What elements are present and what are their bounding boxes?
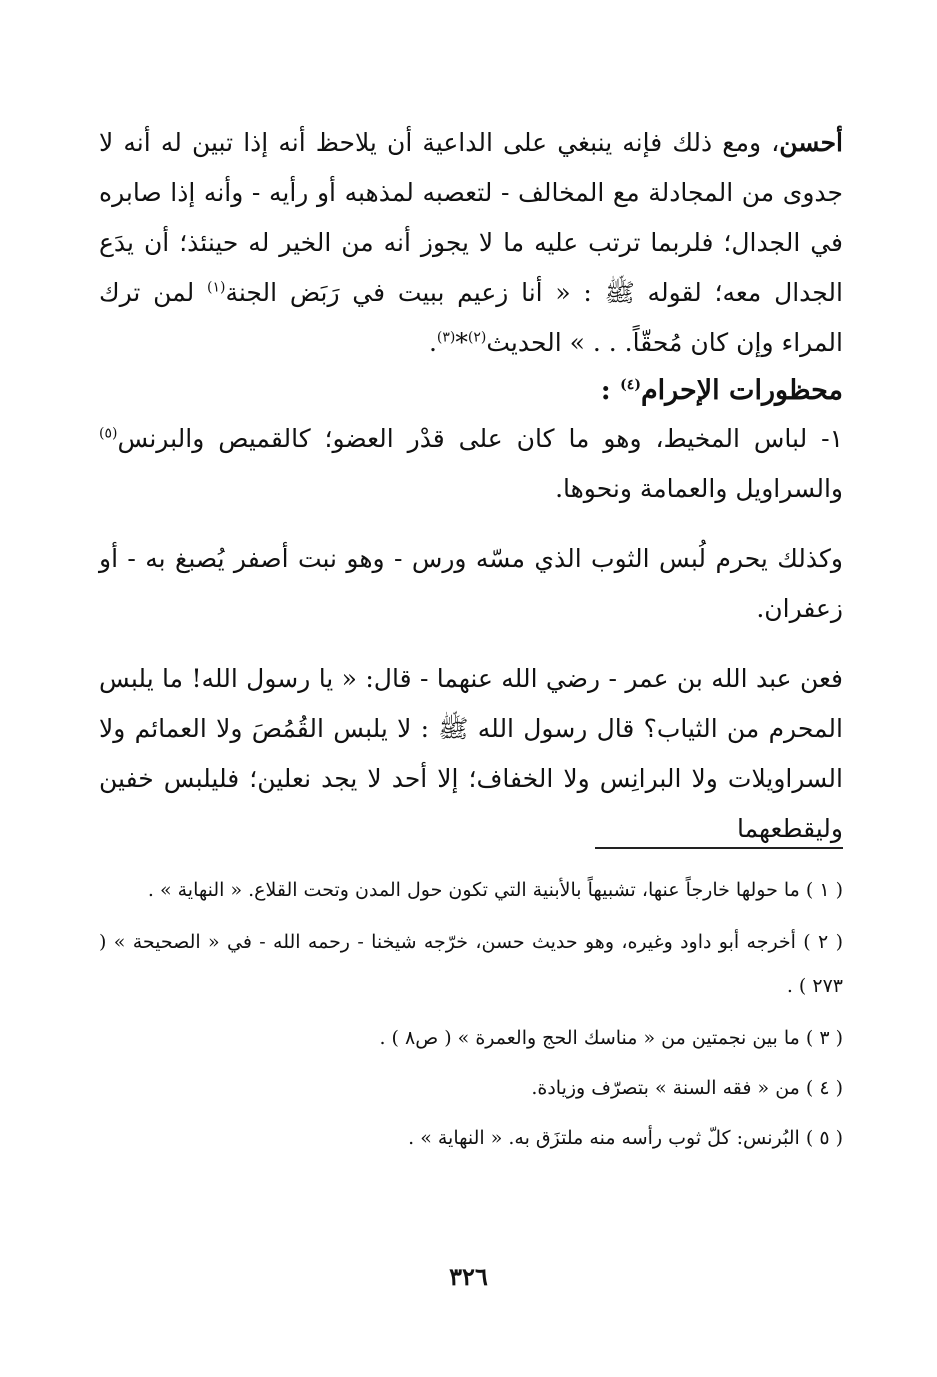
main-text: [99, 118, 843, 854]
paragraph-1-text-cont: لمن ترك المراء وإن كان مُحقّاً. . . » الحديث: [99, 278, 843, 357]
paragraph-3: وكذلك يحرم لُبس الثوب الذي مسّه ورس - وهو نبت أصفر يُصبغ به - أو زعفران.: [99, 544, 843, 623]
footnote-5: ( ٥ ) البُرنس: كلّ ثوب رأسه منه ملتزَق به. « النهاية » .: [408, 1127, 843, 1149]
footnote-ref-5: (٥): [99, 425, 118, 442]
footnotes: [99, 868, 843, 1166]
section-heading: [99, 368, 843, 414]
footnote-2: ( ٢ ) أخرجه أبو داود وغيره، وهو حديث حسن، خرّجه شيخنا - رحمه الله - في « الصحيحة » ( ٢٧٣ ) .: [99, 931, 843, 997]
paragraph-2-text: ١- لباس المخيط، وهو ما كان على قدْر العضو؛ كالقميص والبرنس: [117, 424, 843, 453]
paragraph-1-end: .: [428, 328, 437, 357]
paragraph-1-text: ، ومع ذلك فإنه ينبغي على الداعية أن يلاحظ أنه إذا تبين له أنه لا جدوى من المجادلة مع المخالف - لتعصبه لمذهبه أو رأيه - وأنه إذا صابره في الجدال؛ فلربما ترتب عليه ما لا يجوز أنه من الخير له حينئذ؛ أن يدَع الجدال معه؛ لقوله ﷺ : « أنا زعيم ببيت في رَبَض الجنة: [99, 128, 843, 307]
paragraph-1: [99, 118, 843, 368]
footnote-4: ( ٤ ) من « فقه السنة » بتصرّف وزيادة.: [531, 1077, 843, 1099]
paragraph-4: فعن عبد الله بن عمر - رضي الله عنهما - قال: « يا رسول الله! ما يلبس المحرم من الثياب؟ قال رسول الله ﷺ : لا يلبس القُمُصَ ولا العمائم ولا السراويلات ولا البرانِس ولا الخفاف؛ إلا أحد لا يجد نعلين؛ فليلبس خفين وليقطعهما: [99, 664, 843, 843]
footnote-ref-3: (٣): [436, 329, 456, 346]
footnote-ref-4: (٤): [620, 377, 641, 393]
footnote-1: ( ١ ) ما حولها خارجاً عنها، تشبيهاً بالأبنية التي تكون حول المدن وتحت القلاع. « النهاية » .: [147, 879, 843, 901]
star-marker: *: [455, 328, 468, 357]
footnote-ref-2: (٢): [467, 329, 487, 346]
paragraph-2: [99, 414, 843, 514]
footnote-3: ( ٣ ) ما بين نجمتين من « مناسك الحج والعمرة » ( ص٨ ) .: [379, 1027, 843, 1049]
page-number: ٣٢٦: [449, 1262, 488, 1291]
lead-word: أحسن: [779, 128, 843, 157]
section-heading-text: محظورات الإحرام: [640, 375, 843, 406]
footnote-ref-1: (١): [206, 279, 226, 296]
paragraph-2-text-cont: والسراويل والعمامة ونحوها.: [555, 474, 843, 503]
section-heading-colon: :: [600, 375, 611, 406]
footnote-divider: [595, 847, 843, 849]
